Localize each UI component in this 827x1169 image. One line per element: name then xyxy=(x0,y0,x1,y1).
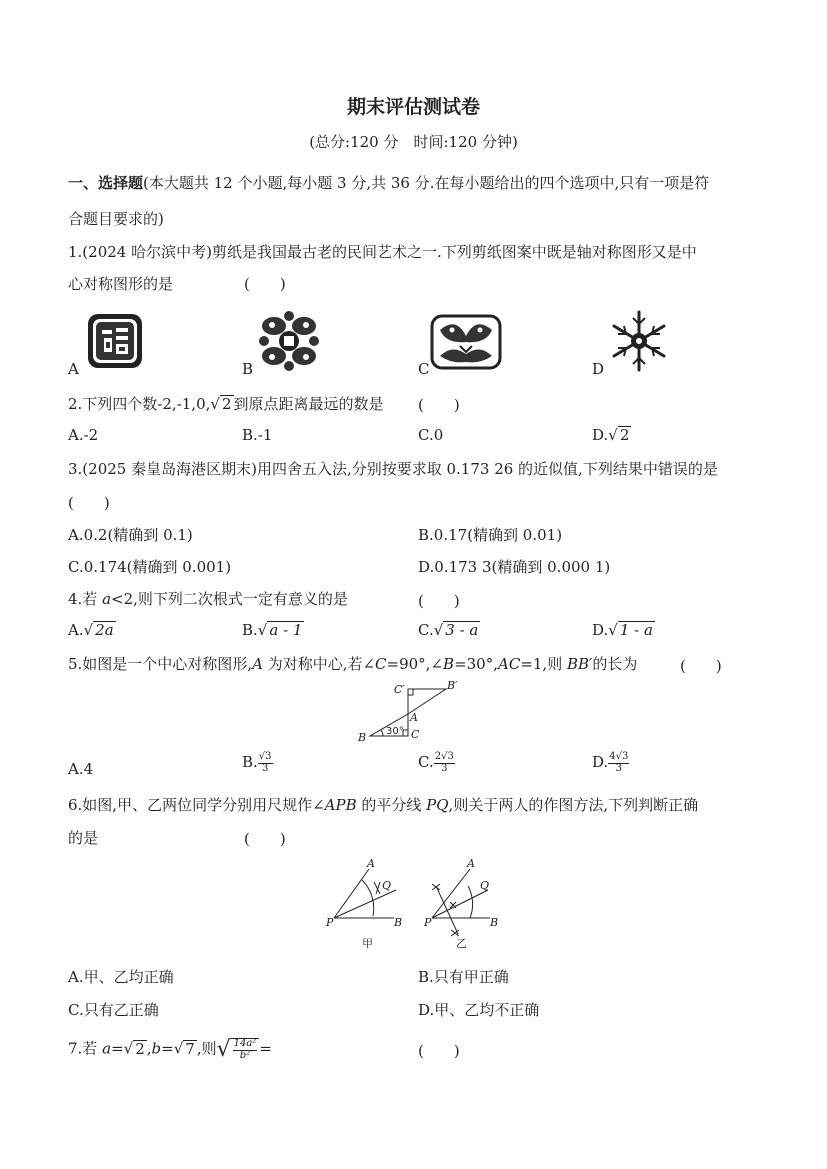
q4-option-d-radicand: 1 - a xyxy=(619,621,653,639)
section1-intro xyxy=(68,172,709,193)
q5-option-d-num-rad: 3 xyxy=(622,751,629,762)
q5-label-angle: 30° xyxy=(386,726,404,737)
q7-a: a xyxy=(102,1039,112,1058)
q6-yi-label-a: A xyxy=(467,857,475,870)
q3-stem-line1: 3.(2025 秦皇岛海港区期末)用四舍五入法,分别按要求取 0.173 26 的近似值,下列结果中错误的是 xyxy=(68,460,718,478)
q4-stem-prefix: 4.若 xyxy=(68,590,103,608)
q6-yi-caption: 乙 xyxy=(456,937,467,950)
fish-papercut-icon xyxy=(430,310,502,372)
q4-option-a-letter: A. xyxy=(68,621,84,639)
q5-option-d xyxy=(592,752,629,774)
q5-option-d-fraction: $\frac{4√3}{3}$ xyxy=(609,751,629,774)
q7-frac-num: 14a² xyxy=(233,1038,257,1049)
q5-option-b-letter: B. xyxy=(242,753,258,771)
q4-option-b: B.√ a - 1 xyxy=(242,621,303,639)
q5-stem-p4: =30°, xyxy=(454,655,498,673)
q5-option-d-num-coef: 4 xyxy=(609,751,616,762)
fu-papercut-icon xyxy=(86,312,144,370)
q6-yi-label-p: P xyxy=(424,916,432,929)
q7-a-radicand: 2 xyxy=(135,1039,145,1058)
q4-stem xyxy=(68,588,348,609)
q4-option-a-radicand: 2a xyxy=(95,621,114,639)
page-subtitle: (总分:120 分 时间:120 分钟) xyxy=(309,133,518,151)
q4-option-a: A.√ 2a xyxy=(68,621,114,639)
q4-option-d: D.√ 1 - a xyxy=(592,621,653,639)
q5-label-c-prime: C′ xyxy=(394,683,405,696)
q7-frac-den: b² xyxy=(239,1049,251,1061)
q6-option-b: B.只有甲正确 xyxy=(418,968,509,986)
q7-p5: ,则 xyxy=(196,1039,217,1058)
q7-b-radicand: 7 xyxy=(185,1039,195,1058)
q5-option-c-num-coef: 2 xyxy=(434,751,442,762)
q5-option-c xyxy=(418,752,455,774)
q6-option-a: A.甲、乙均正确 xyxy=(68,968,174,986)
q2-stem-suffix: 到原点距离最远的数是 xyxy=(233,395,384,413)
q6-stem-p3: ,则关于两人的作图方法,下列判断正确 xyxy=(448,796,699,814)
q1-answer-blank: ( ) xyxy=(244,275,286,293)
q5-option-d-letter: D. xyxy=(592,753,609,771)
q4-option-b-letter: B. xyxy=(242,621,258,639)
q5-option-c-fraction: $\frac{2√3}{3}$ xyxy=(434,751,454,774)
q6-stem-p2: 的平分线 xyxy=(356,796,427,814)
q1-stem-line2: 心对称图形的是 xyxy=(68,275,174,293)
q5-option-b-fraction: $\frac{√3}{3}$ xyxy=(258,751,272,774)
q5-label-c: C xyxy=(411,728,420,741)
q7-fraction xyxy=(231,1038,260,1061)
q5-label-a: A xyxy=(410,711,418,724)
q5-answer-blank: ( ) xyxy=(680,657,722,675)
q2-option-a: A.-2 xyxy=(68,426,99,444)
q5-stem-p3: =90°,∠ xyxy=(386,655,444,673)
q4-option-c: C.√ 3 - a xyxy=(418,621,479,639)
q3-answer-blank: ( ) xyxy=(68,494,110,512)
q6-jia-label-a: A xyxy=(367,857,375,870)
q6-jia-label-p: P xyxy=(326,916,334,929)
page-title: 期末评估测试卷 xyxy=(346,96,480,118)
q3-option-c: C.0.174(精确到 0.001) xyxy=(68,558,232,576)
q6-option-c: C.只有乙正确 xyxy=(68,1001,159,1019)
q5-option-b xyxy=(242,752,273,774)
q2-stem-prefix: 2.下列四个数-2,-1,0, xyxy=(68,395,211,413)
q5-stem-c: C xyxy=(375,655,387,673)
q4-option-b-radicand: a - 1 xyxy=(269,621,303,639)
section1-intro-line2: 合题目要求的) xyxy=(68,210,164,228)
q2-option-d-letter: D. xyxy=(592,426,609,444)
q2-option-c: C.0 xyxy=(418,426,444,444)
q2-option-d-radicand: 2 xyxy=(619,426,630,444)
q6-stem-line1 xyxy=(68,794,698,815)
q5-stem-a: A xyxy=(252,655,263,673)
q5-stem-p1: 5.如图是一个中心对称图形, xyxy=(68,655,253,673)
q6-answer-blank: ( ) xyxy=(244,830,286,848)
q6-jia-label-b: B xyxy=(394,916,403,929)
q7-b: b xyxy=(151,1039,162,1058)
q6-yi-label-b: B xyxy=(490,916,499,929)
q7-p4: = xyxy=(161,1039,174,1058)
q6-yi-label-q: Q xyxy=(480,879,490,892)
q4-option-c-letter: C. xyxy=(418,621,434,639)
q6-figure-yi xyxy=(420,856,510,956)
q1-label-a: A xyxy=(68,360,79,378)
q5-stem-b: B xyxy=(443,655,455,673)
q6-stem-pq: PQ xyxy=(426,796,449,814)
q6-jia-label-q: Q xyxy=(382,879,392,892)
q4-option-d-letter: D. xyxy=(592,621,609,639)
q3-option-b: B.0.17(精确到 0.01) xyxy=(418,526,563,544)
q6-jia-caption: 甲 xyxy=(362,937,373,950)
q1-label-b: B xyxy=(242,360,254,378)
q4-stem-suffix: <2,则下列二次根式一定有意义的是 xyxy=(111,590,348,608)
q5-stem-p5: =1,则 xyxy=(520,655,567,673)
q5-label-b-prime: B′ xyxy=(447,679,458,692)
q7-stem: 7.若 a=√ 2 ,b=√ 7 ,则√ $\frac{\text{14a²}}{\text{b²}}$ = xyxy=(68,1037,272,1062)
q7-p3: , xyxy=(146,1039,152,1058)
q5-option-b-den: 3 xyxy=(261,762,269,774)
q3-option-d: D.0.173 3(精确到 0.000 1) xyxy=(418,558,611,576)
q4-answer-blank: ( ) xyxy=(418,592,460,610)
q2-option-d: D.√ 2 xyxy=(592,426,630,444)
q5-option-c-letter: C. xyxy=(418,753,434,771)
q7-p2: = xyxy=(111,1039,124,1058)
snowflake-papercut-icon xyxy=(608,308,670,374)
q5-option-a: A.4 xyxy=(68,760,94,778)
q6-figure-jia xyxy=(322,856,412,956)
q5-option-b-num-rad: 3 xyxy=(265,751,272,762)
section1-intro-line1: (本大题共 12 个小题,每小题 3 分,共 36 分.在每小题给出的四个选项中,只有一项是符 xyxy=(143,174,710,192)
q6-stem-apb: APB xyxy=(324,796,357,814)
q5-option-c-den: 3 xyxy=(441,762,448,774)
q5-option-c-num-rad: 3 xyxy=(447,751,454,762)
q5-stem-bb: BB′ xyxy=(566,655,593,673)
q4-stem-var: a xyxy=(102,590,112,608)
q2-stem-radicand: 2 xyxy=(221,395,232,413)
q5-stem-ac: AC xyxy=(498,655,521,673)
q6-option-d: D.甲、乙均不正确 xyxy=(418,1001,540,1019)
q2-answer-blank: ( ) xyxy=(418,396,460,414)
q1-label-d: D xyxy=(592,360,605,378)
q3-option-a: A.0.2(精确到 0.1) xyxy=(68,526,193,544)
q5-stem-p2: 为对称中心,若∠ xyxy=(262,655,376,673)
q7-p6: = xyxy=(259,1039,272,1058)
q5-option-d-den: 3 xyxy=(615,762,623,774)
q5-stem-p6: 的长为 xyxy=(592,655,638,673)
q5-label-b: B xyxy=(358,731,367,744)
q1-stem-line1: 1.(2024 哈尔滨中考)剪纸是我国最古老的民间艺术之一.下列剪纸图案中既是轴对称图形又是中 xyxy=(68,243,697,261)
q4-option-c-radicand: 3 - a xyxy=(445,621,479,639)
q5-triangle-figure xyxy=(350,678,470,744)
q2-stem: 2.下列四个数-2,-1,0,√ 2 到原点距离最远的数是 xyxy=(68,395,384,413)
q1-label-c: C xyxy=(418,360,430,378)
flower-papercut-icon xyxy=(258,310,320,372)
section1-heading: 一、选择题 xyxy=(68,174,144,192)
q5-stem xyxy=(68,653,637,674)
q6-stem-line2: 的是 xyxy=(68,829,99,847)
q7-answer-blank: ( ) xyxy=(418,1042,460,1060)
q2-option-b: B.-1 xyxy=(242,426,273,444)
q6-stem-p1: 6.如图,甲、乙两位同学分别用尺规作∠ xyxy=(68,796,325,814)
q7-p1: 7.若 xyxy=(68,1039,103,1058)
